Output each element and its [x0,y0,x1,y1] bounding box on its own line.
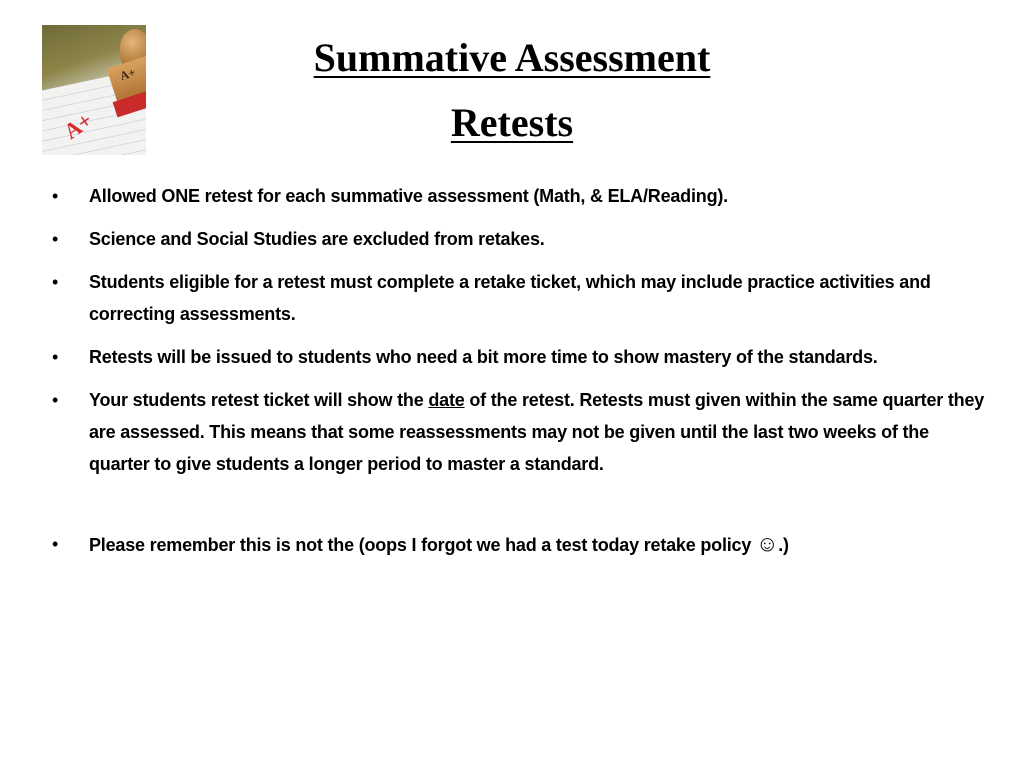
bullet-item [52,528,987,561]
bullet-text: Allowed ONE retest for each summative assessment (Math, & ELA/Reading). [89,186,728,206]
bullet-text-continued: .) [778,535,789,555]
bullet-text: Students eligible for a retest must complete a retake ticket, which may include practice activities and correcting assessments. [89,272,931,324]
bullet-item [52,180,987,212]
bullet-list [52,180,987,572]
bullet-text: Science and Social Studies are excluded from retakes. [89,229,545,249]
bullet-text: Please remember this is not the (oops I forgot we had a test today retake policy [89,535,756,555]
underlined-word: date [428,390,465,410]
bullet-text: Retests will be issued to students who need a bit more time to show mastery of the standards. [89,347,878,367]
stamp-grade-mark: A+ [118,64,138,84]
slide-title [0,35,1024,80]
bullet-item [52,266,987,330]
bullet-item [52,223,987,255]
slide-subtitle-text: Retests [450,100,574,145]
bullet-item [52,341,987,373]
smiley-icon: ☺ [755,531,779,556]
bullet-text-continued: of the retest. Retests must given within the same quarter they are assessed. This means that some reassessments may not be given until the last two weeks of the quarter to give students a longer period to master a standard. [89,390,985,474]
bullet-text: Your students retest ticket will show the [89,390,429,410]
bullet-item [52,384,987,480]
slide-subtitle [0,100,1024,145]
paper-grade-mark: A+ [59,107,97,144]
slide-title-text: Summative Assessment [313,35,711,80]
